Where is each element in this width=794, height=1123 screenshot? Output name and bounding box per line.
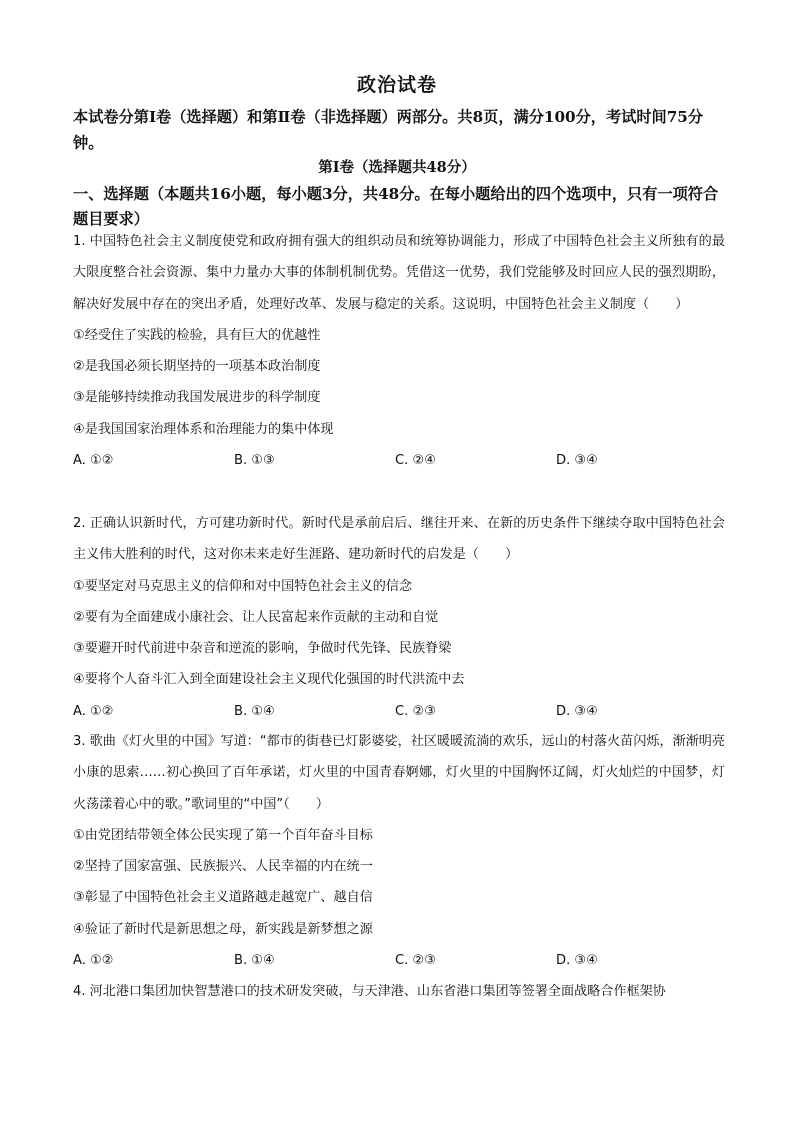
question-3-statement-3: ③彰显了中国特色社会主义道路越走越宽广、越自信 xyxy=(73,890,373,906)
question-3 xyxy=(73,726,725,976)
question-1-statement-2: ②是我国必须长期坚持的一项基本政治制度 xyxy=(73,359,321,375)
question-1-stem: 1. 中国特色社会主义制度使党和政府拥有强大的组织动员和统筹协调能力，形成了中国特色社会主义所独有的最大限度整合社会资源、集中力量办大事的体制机制优势。凭借这一优势，我们党能够及时回应人民的强烈期盼，解决好发展中存在的突出矛盾，处理好改革、发展与稳定的关系。这说明，中国特色社会主义制度（ ） xyxy=(73,234,725,312)
question-3-statement-2: ②坚持了国家富强、民族振兴、人民幸福的内在统一 xyxy=(73,859,373,875)
question-2-statement-2: ②要有为全面建成小康社会、让人民富起来作贡献的主动和自觉 xyxy=(73,609,439,625)
question-3-stem: 3. 歌曲《灯火里的中国》写道：“都市的街巷已灯影婆娑，社区暖暖流淌的欢乐，远山的村落火苗闪烁，渐渐明亮小康的思索……初心换回了百年承诺，灯火里的中国青春婀娜，灯火里的中国胸怀辽阔，灯火灿烂的中国梦，灯火荡漾着心中的歌。”歌词里的“中国”（ ） xyxy=(73,734,725,812)
question-1-statement-4: ④是我国国家治理体系和治理能力的集中体现 xyxy=(73,421,334,437)
exam-title: 政治试卷 xyxy=(356,74,437,96)
question-1-choices xyxy=(73,445,725,476)
question-2-choice-b[interactable]: B. ①④ xyxy=(234,703,275,719)
question-3-choice-c[interactable]: C. ②③ xyxy=(395,953,436,969)
part-one-title: 第Ⅰ卷（选择题共48分） xyxy=(318,159,476,176)
question-1 xyxy=(73,226,725,476)
question-2-statement-3: ③要避开时代前进中杂音和逆流的影响，争做时代先锋、民族脊梁 xyxy=(73,641,452,657)
question-1-statement-1: ①经受住了实践的检验，具有巨大的优越性 xyxy=(73,327,321,343)
question-1-choice-b[interactable]: B. ①③ xyxy=(234,453,275,469)
question-3-choices xyxy=(73,945,725,976)
exam-intro: 本试卷分第Ⅰ卷（选择题）和第Ⅱ卷（非选择题）两部分。共8页，满分100分，考试时间75分钟。 xyxy=(73,108,704,152)
question-2-statement-4: ④要将个人奋斗汇入到全面建设社会主义现代化强国的时代洪流中去 xyxy=(73,672,465,688)
question-1-statement-3: ③是能够持续推动我国发展进步的科学制度 xyxy=(73,390,321,406)
question-2-choice-d[interactable]: D. ③④ xyxy=(556,703,598,719)
question-2-choice-a[interactable]: A. ①② xyxy=(73,703,114,719)
question-1-choice-c[interactable]: C. ②④ xyxy=(395,453,436,469)
question-2-choice-c[interactable]: C. ②③ xyxy=(395,703,436,719)
question-1-choice-d[interactable]: D. ③④ xyxy=(556,453,598,469)
question-3-choice-d[interactable]: D. ③④ xyxy=(556,953,598,969)
question-4 xyxy=(73,976,725,1007)
question-3-choice-b[interactable]: B. ①④ xyxy=(234,953,275,969)
question-3-choice-a[interactable]: A. ①② xyxy=(73,953,114,969)
question-2-stem: 2. 正确认识新时代，方可建功新时代。新时代是承前启后、继往开来、在新的历史条件下继续夺取中国特色社会主义伟大胜利的时代，这对你未来走好生涯路、建功新时代的启发是（ ） xyxy=(73,516,725,563)
question-3-statement-1: ①由党团结带领全体公民实现了第一个百年奋斗目标 xyxy=(73,827,373,843)
question-2-statement-1: ①要坚定对马克思主义的信仰和对中国特色社会主义的信念 xyxy=(73,578,413,594)
section-one-title: 一、选择题（本题共16小题，每小题3分，共48分。在每小题给出的四个选项中，只有一项符合题目要求） xyxy=(73,185,719,228)
question-2 xyxy=(73,508,725,727)
question-2-choices xyxy=(73,696,725,727)
question-4-stem: 4. 河北港口集团加快智慧港口的技术研发突破，与天津港、山东省港口集团等签署全面战略合作框架协 xyxy=(73,984,666,999)
question-1-choice-a[interactable]: A. ①② xyxy=(73,453,114,469)
question-3-statement-4: ④验证了新时代是新思想之母，新实践是新梦想之源 xyxy=(73,921,373,937)
